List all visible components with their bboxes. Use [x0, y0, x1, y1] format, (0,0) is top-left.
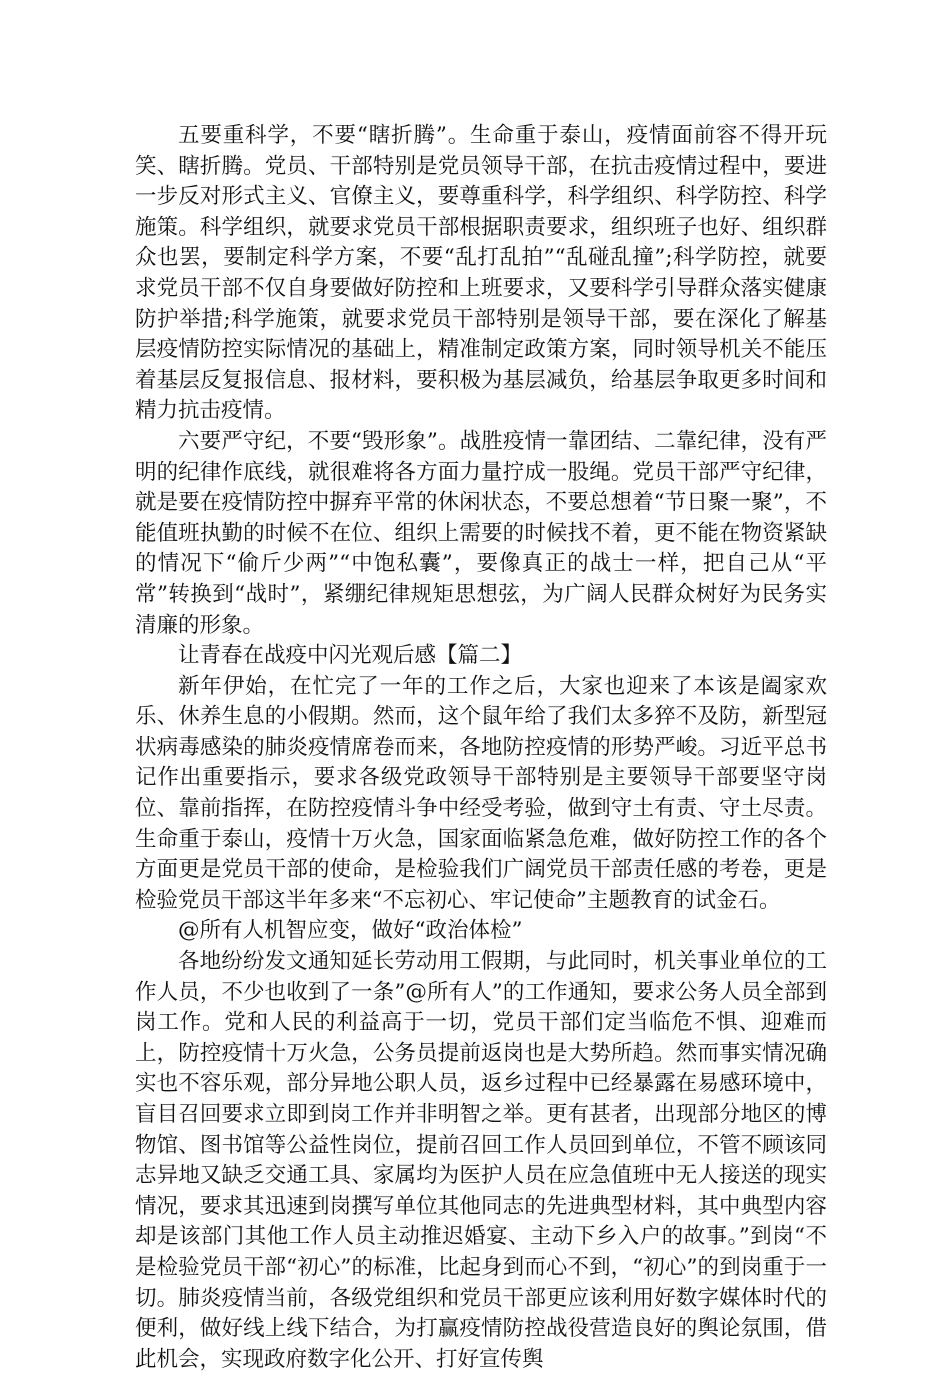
subheading-political-check: @所有人机智应变，做好“政治体检”: [178, 918, 523, 944]
paragraph-discipline: 六要严守纪，不要“毁形象”。战胜疫情一靠团结、二靠纪律，没有严明的纪律作底线，就很难将各方面力量拧成一股绳。党员干部严守纪律，就是要在疫情防控中摒弃平常的休闲状态，不要总想着“节日聚一聚”，不能值班执勤的时候不在位、组织上需要的时候找不着，更不能在物资紧缺的情况下“偷斤少两”“中饱私囊”，要像真正的战士一样，把自己从“平常”转换到“战时”，紧绷纪律规矩思想弦，为广阔人民群众树好为民务实清廉的形象。: [135, 428, 827, 638]
paragraph-science: 五要重科学，不要“瞎折腾”。生命重于泰山，疫情面前容不得开玩笑、瞎折腾。党员、干部特别是党员领导干部，在抗击疫情过程中，要进一步反对形式主义、官僚主义，要尊重科学，科学组织、科学防控、科学施策。科学组织，就要求党员干部根据职责要求，组织班子也好、组织群众也罢，要制定科学方案，不要“乱打乱拍”“乱碰乱撞”;科学防控，就要求党员干部不仅自身要做好防控和上班要求，又要科学引导群众落实健康防护举措;科学施策，就要求党员干部特别是领导干部，要在深化了解基层疫情防控实际情况的基础上，精准制定政策方案，同时领导机关不能压着基层反复报信息、报材料，要积极为基层减负，给基层争取更多时间和精力抗击疫情。: [135, 123, 827, 424]
document-body: [135, 121, 827, 1375]
paragraph-new-year: 新年伊始，在忙完了一年的工作之后，大家也迎来了本该是阖家欢乐、休养生息的小假期。然而，这个鼠年给了我们太多猝不及防，新型冠状病毒感染的肺炎疫情席卷而来，各地防控疫情的形势严峻。习近平总书记作出重要指示，要求各级党政领导干部特别是主要领导干部要坚守岗位、靠前指挥，在防控疫情斗争中经受考验，做到守土有责、守土尽责。生命重于泰山，疫情十万火急，国家面临紧急危难，做好防控工作的各个方面更是党员干部的使命，是检验我们广阔党员干部责任感的考卷，更是检验党员干部这半年多来“不忘初心、牢记使命”主题教育的试金石。: [135, 673, 827, 913]
section-heading: 让青春在战疫中闪光观后感【篇二】: [178, 643, 523, 669]
paragraph-return-to-post: 各地纷纷发文通知延长劳动用工假期，与此同时，机关事业单位的工作人员，不少也收到了一条”@所有人”的工作通知，要求公务人员全部到岗工作。党和人民的利益高于一切，党员干部们定当临危不惧、迎难而上，防控疫情十万火急，公务员提前返岗也是大势所趋。然而事实情况确实也不容乐观，部分异地公职人员，返乡过程中已经暴露在易感环境中，盲目召回要求立即到岗工作并非明智之举。更有甚者，出现部分地区的博物馆、图书馆等公益性岗位，提前召回工作人员回到单位，不管不顾该同志异地又缺乏交通工具、家属均为医护人员在应急值班中无人接送的现实情况，要求其迅速到岗撰写单位其他同志的先进典型材料，其中典型内容却是该部门其他工作人员主动推迟婚宴、主动下乡入户的故事。”到岗“不是检验党员干部“初心”的标准，比起身到而心不到，“初心”的到岗重于一切。肺炎疫情当前，各级党组织和党员干部更应该利用好数字媒体时代的便利，做好线上线下结合，为打赢疫情防控战役营造良好的舆论氛围，借此机会，实现政府数字化公开、打好宣传舆: [135, 949, 827, 1372]
